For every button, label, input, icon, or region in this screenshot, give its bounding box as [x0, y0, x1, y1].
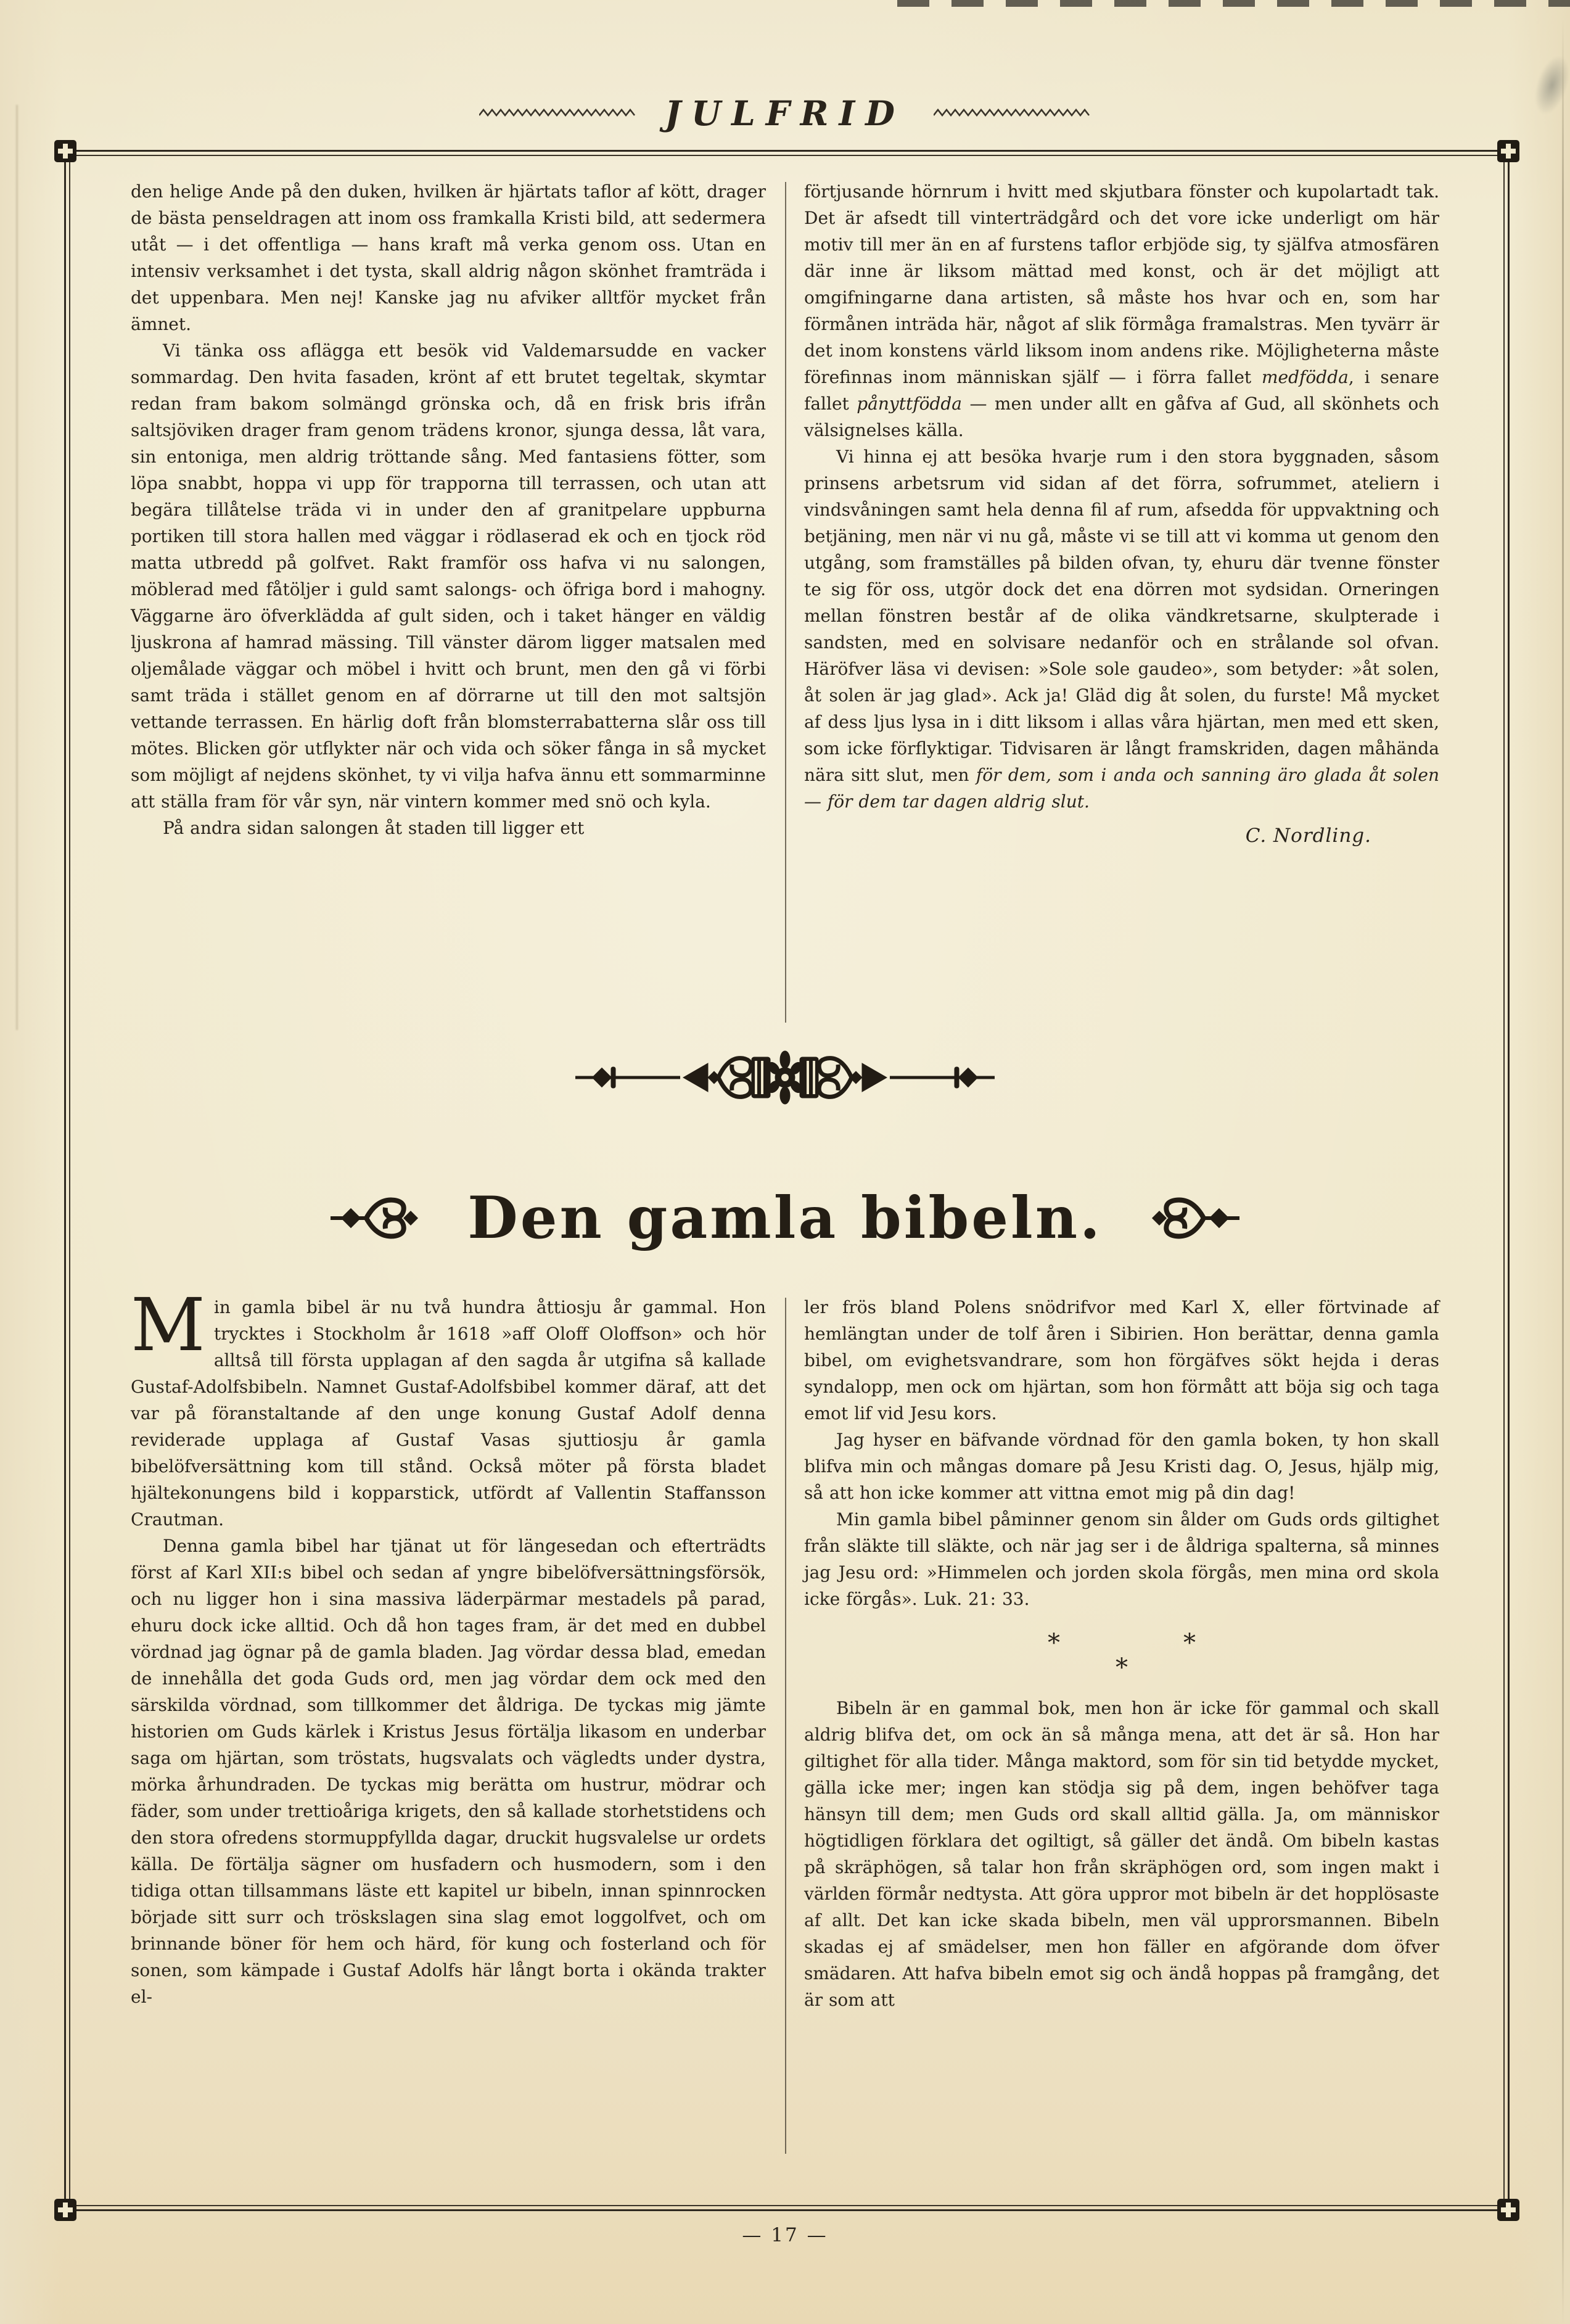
page-number: — 17 — [742, 2224, 828, 2246]
article2-right-column [804, 1294, 1439, 2157]
corner-cross-icon [54, 140, 76, 162]
paragraph: Min gamla bibel är nu två hundra åttiosju år gammal. Hon trycktes i Stockholm år 1618 »aff Oloff Oloffson» och hör alltså till första upplagan af den sagda år utgifna så kallade Gustaf-Adolfsbibeln. Namnet Gustaf-Adolfsbibel kommer däraf, att det var på föranstaltande af den unge konung Gustaf Adolf denna reviderade upplaga af Gustaf Vasas sjuttiosju år gamla bibelöfversättning kom till stånd. Också möter på första bladet hjältekonungens bild i kopparstick, utfördt af Vallentin Staffansson Crautman. [131, 1282, 766, 1530]
wavy-rule-icon [479, 107, 636, 118]
paragraph: den helige Ande på den duken, hvilken är hjärtats taflor af kött, drager de bästa penseldragen att inom oss framkalla Kristi bild, att sedermera utåt — i det offentliga — hans kraft må verka genom oss. Utan en intensiv verksamhet i det tysta, skall aldrig någon skönhet framträda i det uppenbara. Men nej! Kanske jag nu afviker alltför mycket från ämnet. [131, 181, 766, 334]
column-divider-rule [785, 182, 786, 1023]
journal-title: JULFRID [665, 93, 905, 133]
scan-edge-artifact [897, 0, 1570, 7]
corner-cross-icon [54, 2199, 76, 2221]
paragraph: På andra sidan salongen åt staden till ligger ett [163, 818, 585, 838]
divider-ornament-icon [575, 1044, 995, 1111]
corner-cross-icon [1497, 140, 1519, 162]
author-signature: C. Nordling. [1245, 825, 1371, 847]
paragraph: Vi hinna ej att besöka hvarje rum i den stora byggnaden, såsom prinsens arbetsrum vid sidan af det förra, sofrummet, ateliern i vindsvåningen samt hela denna fil af rum, afsedda för uppvaktning och betjäning, men när vi nu gå, måste vi se till att vi komma ut genom den utgång, som framställes på bilden ofvan, ty, ehuru där tvenne fönster te sig för oss, utgör dock det ena dörren mot sydsidan. Orneringen mellan fönstren består af de olika vändkretsarne, skulpterade i sandsten, med en solvisare nedanför och en strålande sol ofvan. Häröfver läsa vi devisen: »Sole sole gaudeo», som betyder: »åt solen, åt solen är jag glad». Ack ja! Gläd dig åt solen, du furste! Må mycket af dess ljus lysa in i ditt liksom i allas våra hjärtan, men med ett sken, som icke förflyktigar. Tidvisaren är långt framskriden, dagen måhända nära sitt slut, men för dem, som i anda och sanning äro glada åt solen — för dem tar dagen aldrig slut. [804, 447, 1439, 812]
paragraph: Bibeln är en gammal bok, men hon är icke för gammal och skall aldrig blifva det, om ock än så många mena, att det är så. Hon har giltighet för alla tider. Många maktord, som för sin tid betydde mycket, gälla icke mer; ingen kan stödja sig på dem, ingen behöfver taga hänsyn till dem; men Guds ord skall alltid gälla. Ja, om människor högtidligen förklara det ogiltigt, så gäller det ändå. Om bibeln kastas på skräphögen, så talar hon från skräphögen ord, som ingen makt i världen förmår nedtysta. Att göra uppror mot bibeln är det hopplösaste af allt. Det kan icke skada bibeln, men väl upprorsmannen. Bibeln skadas ej af smädelser, men hon fäller en afgörande dom öfver smädaren. Att hafva bibeln emot sig och ändå hoppas på framgång, det är som att [804, 1698, 1439, 2010]
paragraph: Vi tänka oss aflägga ett besök vid Valdemarsudde en vacker sommardag. Den hvita fasaden, krönt af ett brutet tegeltak, skymtar redan fram bakom solmängd grönska och, då en frisk bris ifrån saltsjöviken drager fram genom trädens kronor, sjunga dessa, låt vara, sin entoniga, men aldrig tröttande sång. Med fantasiens fötter, som löpa snabbt, hoppa vi upp för trapporna till terrassen, och utan att begära tillåtelse träda vi in under den af granitpelare uppburna portiken till stora hallen med väggar i rödlaserad ek och en tjock röd matta utbredd på golfvet. Rakt framför oss hafva vi nu salongen, möblerad med fåtöljer i guld samt salongs- och öfriga bord i mahogny. Väggarne äro öfverklädda af gult siden, och i taket hänger en väldig ljuskrona af hamrad mässing. Till vänster därom ligger matsalen med oljemålade väggar och möbel i hvitt och brunt, men den gå vi förbi samt träda i stället genom en af dörrarne ut till den mot saltsjön vettande terrassen. En härlig doft från blomsterrabatterna slår oss till mötes. Blicken gör utflykter när och vida och söker fånga in så mycket som möjligt af nejdens skönhet, ty vi vilja hafva ännu ett sommarminne att ställa fram för vår syn, när vintern kommer med snö och kyla. [131, 340, 766, 812]
article-divider-ornament [0, 1044, 1570, 1111]
fleur-ornament-icon [331, 1190, 423, 1246]
paragraph: Jag hyser en bäfvande vördnad för den gamla boken, ty hon skall blifva min och mångas domare på Jesu Kristi dag. O, Jesus, hjälp mig, så att hon icke kommer att vittna emot mig på din dag! [804, 1430, 1439, 1503]
drop-cap: M [131, 1282, 205, 1367]
article1-right-column-text [804, 178, 1439, 815]
wavy-rule-icon [934, 107, 1091, 118]
article1-right-column [804, 178, 1439, 1026]
paragraph: ler frös bland Polens snödrifvor med Karl X, eller förtvinade af hemlängtan under de tolf åren i Sibirien. Hon berättar, denna gamla bibel, om evighetsvandrare, som hon förgäfves sökt hejda i deras syndalopp, men ock om hjärtan, som hon förmått att böja sig och taga emot lif vid Jesu kors. [804, 1297, 1439, 1424]
article1-left-column [131, 178, 766, 1026]
fleur-ornament-icon [1147, 1190, 1239, 1246]
article2-headline-row [0, 1163, 1570, 1274]
asterism-separator: * * * [1048, 1629, 1196, 1682]
paragraph: förtjusande hörnrum i hvitt med skjutbara fönster och kupolartadt tak. Det är afsedt till vinterträdgård och det vore icke underligt om här motiv till mer än en af furstens taflor erbjöde sig, ty själfva atmosfären där inne är liksom mättad med konst, och är det möjligt att omgifningarne dana artisten, så måste hos hvar och en, som har förmånen inträda här, något af slik förmåga framalstras. Men tyvärr är det inom konstens värld liksom inom andens rike. Möjligheterna måste förefinnas inom människan själf — i förra fallet medfödda, i senare fallet pånyttfödda — men under allt en gåfva af Gud, all skönhets och välsignelses källa. [804, 181, 1439, 440]
paragraph: Min gamla bibel påminner genom sin ålder om Guds ords giltighet från släkte till släkte, och när jag ser i de åldriga spalterna, så minnes jag Jesu ord: »Himmelen och jorden skola förgås, men mina ord skola icke förgås». Luk. 21: 33. [804, 1509, 1439, 1609]
article2-left-column [131, 1282, 766, 2157]
article-valdemarsudde [131, 178, 1439, 1026]
corner-cross-icon [1497, 2199, 1519, 2221]
masthead [0, 79, 1570, 147]
article-den-gamla-bibeln [131, 1282, 1439, 2157]
paper-crease [16, 105, 18, 1030]
paragraph: Denna gamla bibel har tjänat ut för längesedan och efterträdts först af Karl XII:s bibel och sedan af yngre bibelöfversättningsförsök, och nu ligger hon i sina massiva läderpärmar mestadels på parad, ehuru dock icke alltid. Och då hon tages fram, är det med en dubbel vördnad jag ögnar på de gamla bladen. Jag vördar dessa blad, emedan de innehålla det goda Guds ord, men jag vördar dem ock med den särskilda vördnad, som tillkommer det åldriga. De tyckas mig jämte historien om Guds kärlek i Kristus Jesus förtälja likasom en underbar saga om hjärtan, som tröstats, hugsvalats och vägledts under dystra, mörka århundraden. De tyckas mig berätta om hustrur, mödrar och fäder, som under trettioåriga krigets, den så kallade storhetstidens och den stora ofredens stormuppfyllda dagar, druckit hugsvalelse ur ordets källa. De förtälja sägner om husfadern och husmodern, som i den tidiga ottan tillsammans läste ett kapitel ur bibeln, innan spinnrocken började sitt surr och tröskslagen sina slag emot loggolfvet, och om brinnande böner för hem och härd, för kung och fosterland och för sonen, som kämpade i Gustaf Adolfs här långt borta i okända trakter el- [131, 1536, 766, 2007]
column-divider-rule [785, 1298, 786, 2154]
article2-title: Den gamla bibeln. [467, 1184, 1103, 1252]
